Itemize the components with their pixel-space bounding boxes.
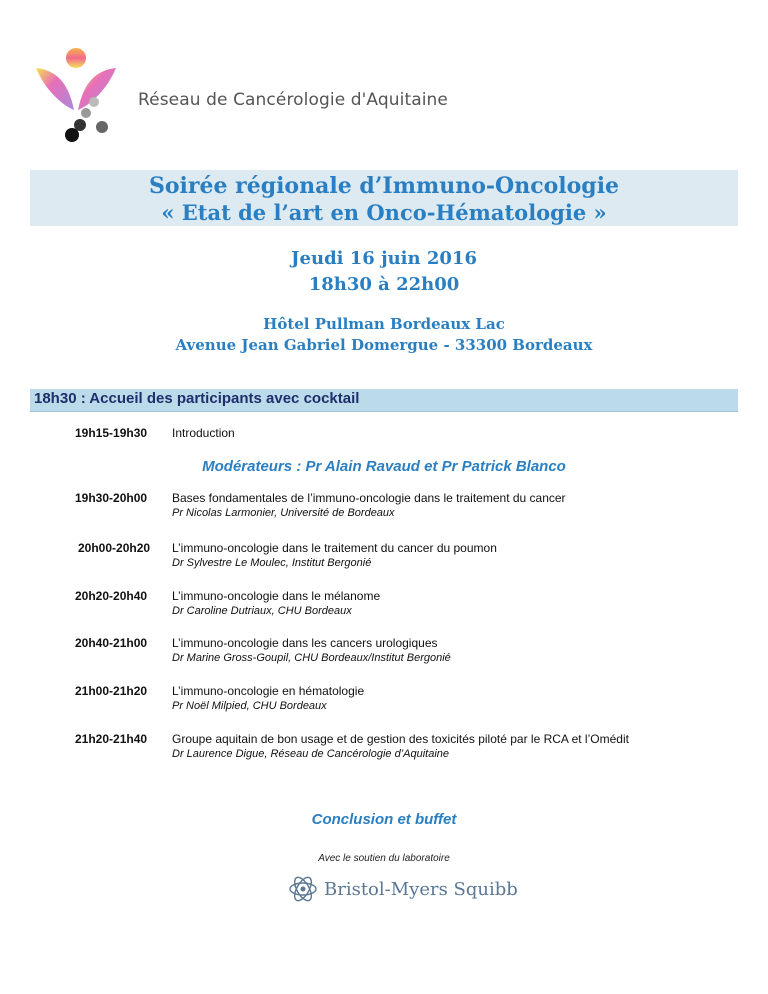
event-time: 18h30 à 22h00 [308, 274, 460, 295]
sponsor-logo [288, 874, 518, 904]
event-title: Soirée régionale d’Immuno-Oncologie [148, 173, 620, 199]
session-item [172, 540, 662, 571]
session-time: 20h20-20h40 [75, 589, 148, 603]
session-speaker: Dr Caroline Dutriaux, CHU Bordeaux [172, 605, 352, 617]
session-title: L’immuno-oncologie dans les cancers urologiques [172, 636, 438, 650]
event-venue: Hôtel Pullman Bordeaux Lac [263, 315, 505, 333]
session-item [172, 731, 662, 762]
session-title: Groupe aquitain de bon usage et de gestion des toxicités piloté par le RCA et l’Omédit [172, 732, 629, 746]
event-date: Jeudi 16 juin 2016 [291, 248, 477, 269]
session-time: 19h30-20h00 [75, 491, 148, 505]
session-title: L’immuno-oncologie dans le traitement du cancer du poumon [172, 541, 497, 555]
session-speaker: Pr Noël Milpied, CHU Bordeaux [172, 700, 327, 712]
session-speaker: Pr Nicolas Larmonier, Université de Bordeaux [172, 507, 395, 519]
session-item [172, 635, 662, 666]
intro-title: Introduction [172, 426, 235, 440]
session-time: 21h00-21h20 [75, 684, 148, 698]
session-speaker: Dr Laurence Digue, Réseau de Cancérologie d’Aquitaine [172, 748, 450, 760]
session-item [172, 490, 662, 521]
session-title: L’immuno-oncologie en hématologie [172, 684, 365, 698]
session-time: 21h20-21h40 [75, 732, 148, 746]
sponsor-name: Bristol-Myers Squibb [324, 878, 518, 900]
welcome-text: 18h30 : Accueil des participants avec cocktail [34, 390, 360, 407]
conclusion: Conclusion et buffet [311, 811, 457, 828]
session-item [172, 588, 662, 619]
support-text: Avec le soutien du laboratoire [318, 853, 450, 864]
moderators: Modérateurs : Pr Alain Ravaud et Pr Patrick Blanco [202, 458, 566, 475]
session-time: 20h40-21h00 [75, 636, 148, 650]
org-name: Réseau de Cancérologie d'Aquitaine [138, 90, 448, 110]
session-item [172, 683, 662, 714]
session-time: 20h00-20h20 [78, 541, 151, 555]
rca-logo [34, 40, 118, 150]
session-speaker: Dr Sylvestre Le Moulec, Institut Bergonié [172, 557, 372, 569]
event-address: Avenue Jean Gabriel Domergue - 33300 Bordeaux [175, 336, 593, 354]
bms-emblem-icon [288, 874, 318, 904]
intro-time: 19h15-19h30 [75, 426, 148, 440]
event-subtitle: « Etat de l’art en Onco-Hématologie » [161, 200, 607, 225]
session-speaker: Dr Marine Gross-Goupil, CHU Bordeaux/Institut Bergonié [172, 652, 451, 664]
session-title: Bases fondamentales de l’immuno-oncologie dans le traitement du cancer [172, 491, 566, 505]
session-title: L’immuno-oncologie dans le mélanome [172, 589, 381, 603]
